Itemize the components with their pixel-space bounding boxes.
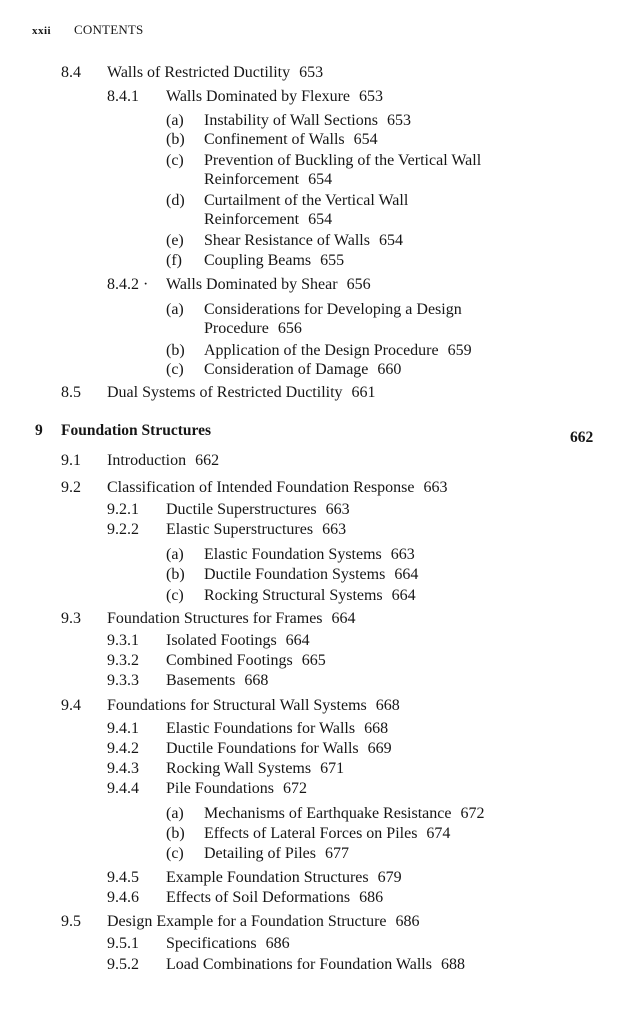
toc-entry[interactable] (166, 934, 290, 954)
toc-entry-number: 9.4.3 (107, 760, 139, 777)
toc-entry-page: 664 (331, 610, 356, 627)
toc-entry-title: Curtailment of the Vertical Wall (204, 192, 409, 209)
toc-entry-number: 9.5.1 (107, 935, 139, 952)
toc-entry-title: Load Combinations for Foundation Walls (166, 956, 432, 973)
toc-entry-page: 664 (285, 632, 310, 649)
toc-entry-page: 663 (390, 546, 415, 563)
toc-entry-page: 677 (324, 845, 349, 862)
toc-entry[interactable] (107, 451, 219, 471)
toc-entry[interactable] (166, 779, 307, 799)
toc-entry-title: Detailing of Piles (204, 845, 316, 862)
toc-entry-number: 8.5 (61, 384, 81, 401)
toc-entry-title: Confinement of Walls (204, 131, 345, 148)
toc-entry-page: 686 (359, 889, 384, 906)
toc-entry-title: Shear Resistance of Walls (204, 232, 370, 249)
toc-entry-title: Ductile Foundations for Walls (166, 740, 359, 757)
toc-entry-title: Effects of Lateral Forces on Piles (204, 825, 418, 842)
toc-entry-page: 668 (244, 672, 269, 689)
running-header: CONTENTS (74, 22, 144, 37)
toc-entry[interactable] (166, 671, 268, 691)
toc-entry-page: 655 (320, 252, 345, 269)
toc-entry[interactable] (204, 565, 418, 585)
toc-entry-page: 669 (367, 740, 392, 757)
toc-entry-title: Ductile Superstructures (166, 501, 317, 518)
toc-entry[interactable] (166, 275, 371, 295)
toc-entry-number: (c) (166, 152, 184, 169)
toc-entry-number: 9.5.2 (107, 956, 139, 973)
toc-entry[interactable] (166, 719, 388, 739)
toc-entry-page: 679 (377, 869, 402, 886)
toc-entry-title: Walls of Restricted Ductility (107, 64, 291, 81)
toc-entry-page: 661 (351, 384, 376, 401)
toc-entry-title: Foundations for Structural Wall Systems (107, 697, 367, 714)
toc-entry-number: (a) (166, 112, 184, 129)
toc-entry-title: Reinforcement (204, 211, 300, 228)
toc-entry[interactable] (204, 231, 403, 251)
toc-entry[interactable] (204, 151, 481, 171)
toc-entry-number: 9.2.1 (107, 501, 139, 518)
toc-entry-title: Coupling Beams (204, 252, 312, 269)
toc-entry-number: 9.4.5 (107, 869, 139, 886)
toc-entry[interactable] (204, 341, 472, 361)
toc-entry-title: Combined Footings (166, 652, 293, 669)
toc-entry[interactable] (204, 111, 411, 131)
toc-entry-number: 9.5 (61, 913, 81, 930)
toc-entry-page: 660 (377, 361, 402, 378)
toc-entry-page: 665 (301, 652, 326, 669)
toc-entry[interactable] (204, 586, 416, 606)
toc-entry-number: 9.1 (61, 452, 81, 469)
toc-entry[interactable] (107, 63, 323, 83)
toc-entry-page: 668 (364, 720, 389, 737)
toc-entry-title: Mechanisms of Earthquake Resistance (204, 805, 452, 822)
toc-entry-title: Instability of Wall Sections (204, 112, 378, 129)
toc-entry-number: (b) (166, 825, 185, 842)
toc-entry-title: Walls Dominated by Shear (166, 276, 338, 293)
toc-entry-number: (d) (166, 192, 185, 209)
toc-entry[interactable] (204, 360, 401, 380)
toc-entry-number: (c) (166, 587, 184, 604)
toc-entry-title: Application of the Design Procedure (204, 342, 439, 359)
toc-entry-continuation[interactable] (204, 210, 332, 230)
toc-entry-page: 663 (322, 521, 347, 538)
toc-entry-page: 664 (391, 587, 416, 604)
toc-entry[interactable] (204, 804, 484, 824)
toc-entry-continuation[interactable] (204, 170, 332, 190)
toc-entry-page: 688 (440, 956, 465, 973)
toc-entry-number: 9.4 (61, 697, 81, 714)
toc-entry[interactable] (204, 844, 349, 864)
toc-entry[interactable] (107, 696, 400, 716)
toc-entry-title: Dual Systems of Restricted Ductility (107, 384, 343, 401)
toc-entry-number: (e) (166, 232, 184, 249)
toc-entry[interactable] (204, 251, 344, 271)
toc-entry-page: 653 (359, 88, 384, 105)
toc-entry[interactable] (166, 955, 465, 975)
toc-entry-page: 653 (386, 112, 411, 129)
toc-entry[interactable] (166, 631, 310, 651)
toc-entry-continuation[interactable] (204, 319, 302, 339)
toc-entry[interactable] (166, 520, 346, 540)
toc-entry-page: 671 (320, 760, 345, 777)
toc-entry-number: 9.4.6 (107, 889, 139, 906)
toc-entry[interactable] (166, 868, 402, 888)
toc-entry-number: (c) (166, 845, 184, 862)
toc-entry-number: (b) (166, 342, 185, 359)
toc-entry-title: Foundation Structures for Frames (107, 610, 323, 627)
toc-entry-number: 9.2 (61, 479, 81, 496)
toc-entry-number: 9.4.1 (107, 720, 139, 737)
toc-entry-title: Rocking Wall Systems (166, 760, 312, 777)
toc-entry[interactable] (107, 609, 356, 629)
toc-entry-number: 9.3.1 (107, 632, 139, 649)
toc-entry-title: Example Foundation Structures (166, 869, 369, 886)
toc-entry-title: Consideration of Damage (204, 361, 369, 378)
toc-entry-page: 653 (299, 64, 324, 81)
toc-entry-title: Procedure (204, 320, 269, 337)
toc-entry-number: (a) (166, 301, 184, 318)
toc-entry-page: 654 (308, 171, 333, 188)
toc-entry-page: 654 (353, 131, 378, 148)
toc-entry-title: Specifications (166, 935, 257, 952)
toc-entry-title: Elastic Foundation Systems (204, 546, 382, 563)
toc-entry-title: Introduction (107, 452, 187, 469)
toc-entry[interactable] (166, 759, 344, 779)
toc-entry[interactable] (166, 651, 326, 671)
toc-entry-title: Effects of Soil Deformations (166, 889, 351, 906)
toc-entry[interactable] (204, 191, 408, 211)
toc-entry-page: 656 (346, 276, 371, 293)
chapter-title[interactable]: Foundation Structures (61, 422, 211, 439)
toc-entry-number: 9.4.4 (107, 780, 139, 797)
toc-entry-page: 663 (423, 479, 448, 496)
toc-entry-title: Elastic Superstructures (166, 521, 314, 538)
toc-entry-number: (a) (166, 805, 184, 822)
toc-entry-title: Basements (166, 672, 236, 689)
toc-entry[interactable] (204, 824, 450, 844)
toc-entry-page: 686 (265, 935, 290, 952)
toc-entry[interactable] (166, 888, 383, 908)
toc-entry-page: 659 (447, 342, 472, 359)
toc-entry-title: Rocking Structural Systems (204, 587, 383, 604)
toc-entry-title: Walls Dominated by Flexure (166, 88, 351, 105)
toc-entry[interactable] (204, 545, 415, 565)
chapter-number: 9 (35, 422, 43, 439)
toc-entry-number: (b) (166, 131, 185, 148)
toc-entry-title: Design Example for a Foundation Structure (107, 913, 387, 930)
toc-entry-title: Considerations for Developing a Design (204, 301, 462, 318)
toc-entry-page: 686 (395, 913, 420, 930)
toc-entry-number: (c) (166, 361, 184, 378)
toc-entry[interactable] (204, 130, 378, 150)
toc-entry[interactable] (166, 739, 392, 759)
toc-entry-title: Isolated Footings (166, 632, 277, 649)
toc-entry-page: 654 (308, 211, 333, 228)
toc-entry-page: 664 (394, 566, 419, 583)
toc-entry-page: 654 (378, 232, 403, 249)
toc-entry-title: Reinforcement (204, 171, 300, 188)
toc-entry-number: 9.3.2 (107, 652, 139, 669)
toc-entry-page: 656 (277, 320, 302, 337)
toc-entry-title: Ductile Foundation Systems (204, 566, 386, 583)
toc-entry-number: 8.4.2 · (107, 276, 149, 293)
toc-entry-number: 8.4.1 (107, 88, 139, 105)
toc-entry-title: Classification of Intended Foundation Response (107, 479, 415, 496)
toc-entry[interactable] (166, 500, 350, 520)
toc-entry-title: Prevention of Buckling of the Vertical Wall (204, 152, 482, 169)
toc-entry-number: 9.4.2 (107, 740, 139, 757)
page-number: xxii (32, 25, 52, 37)
toc-entry[interactable] (107, 383, 376, 403)
toc-entry-number: 9.3 (61, 610, 81, 627)
chapter-page: 662 (570, 429, 594, 446)
toc-entry-number: 9.2.2 (107, 521, 139, 538)
toc-entry-number: (b) (166, 566, 185, 583)
toc-entry-title: Elastic Foundations for Walls (166, 720, 356, 737)
toc-entry[interactable] (204, 300, 462, 320)
toc-entry-number: (a) (166, 546, 184, 563)
toc-entry-number: 8.4 (61, 64, 81, 81)
toc-entry-page: 674 (426, 825, 451, 842)
toc-entry-number: 9.3.3 (107, 672, 139, 689)
toc-entry-title: Pile Foundations (166, 780, 275, 797)
toc-entry-number: (f) (166, 252, 182, 269)
toc-entry[interactable] (107, 478, 448, 498)
toc-entry-page: 672 (460, 805, 485, 822)
toc-entry[interactable] (166, 87, 383, 107)
toc-entry-page: 663 (325, 501, 350, 518)
toc-entry-page: 662 (195, 452, 220, 469)
toc-entry-page: 672 (283, 780, 308, 797)
toc-entry-page: 668 (375, 697, 400, 714)
toc-entry[interactable] (107, 912, 420, 932)
